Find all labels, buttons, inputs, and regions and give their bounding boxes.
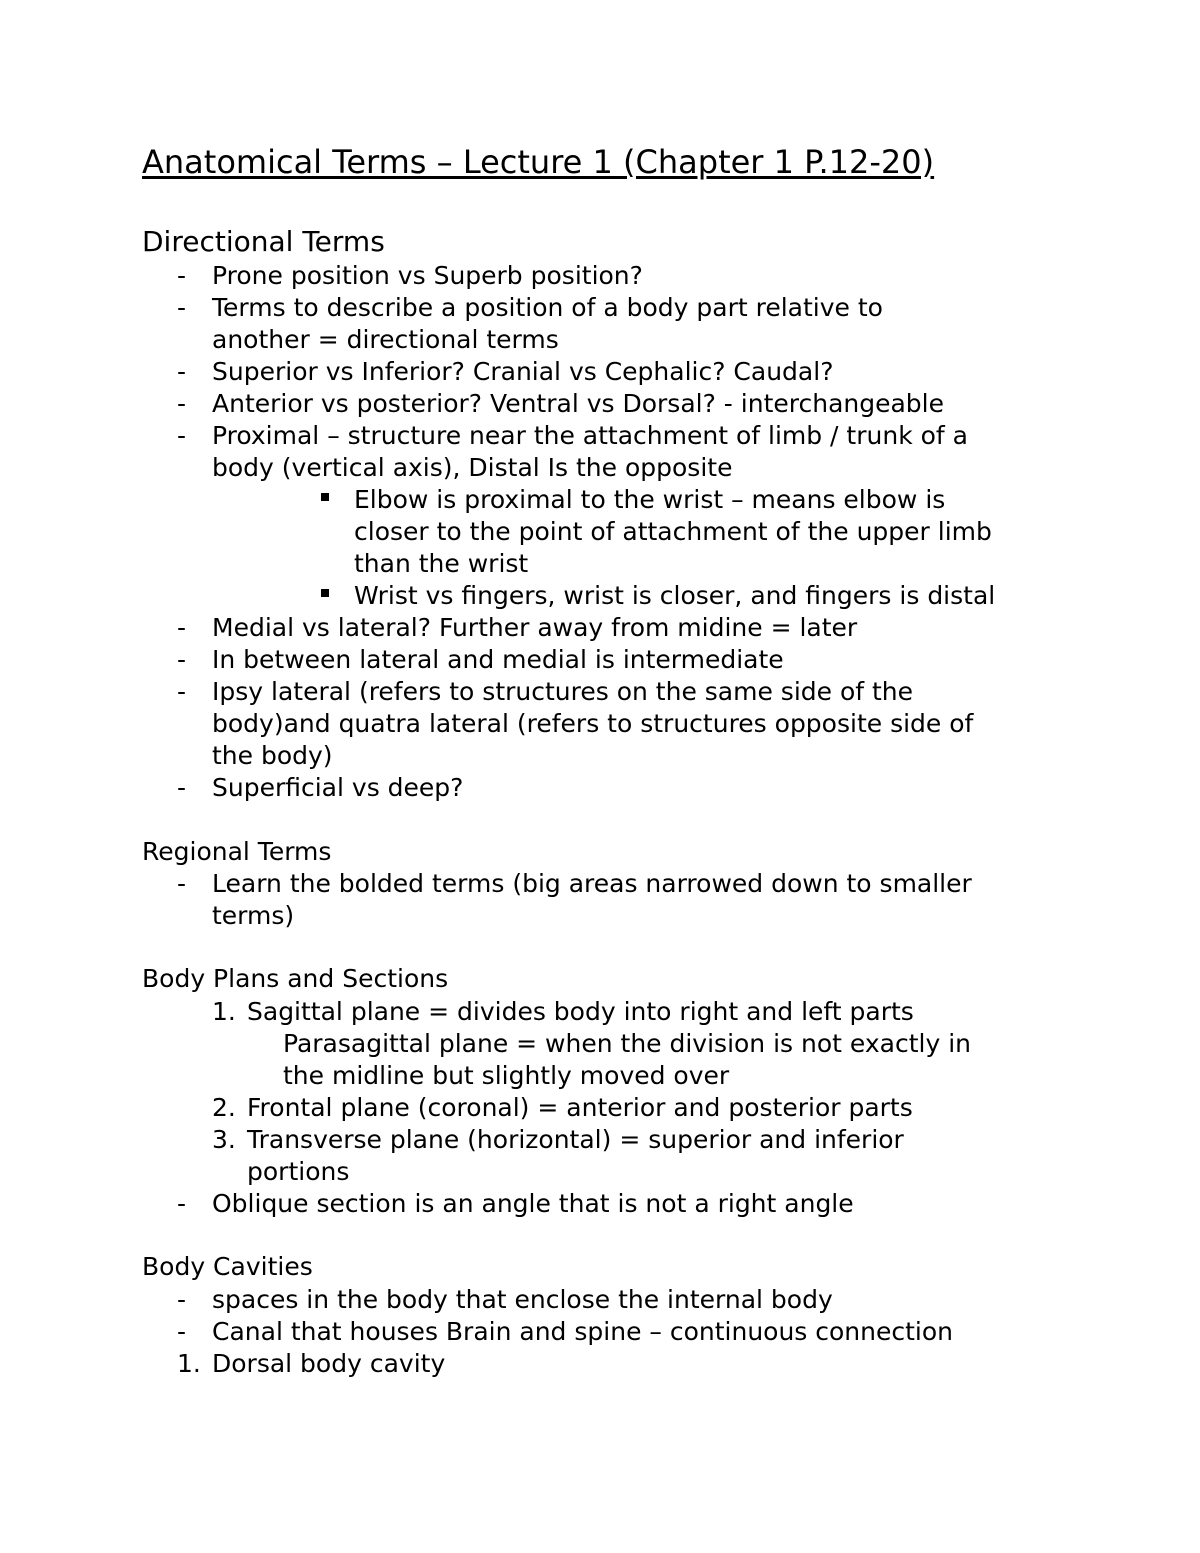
list-item-continuation: body)and quatra lateral (refers to structures opposite side of [212, 709, 974, 738]
bullet-dash: - [177, 869, 187, 898]
bullet-dash: - [177, 677, 187, 706]
numbered-item: Transverse plane (horizontal) = superior and inferior [247, 1125, 904, 1154]
bullet-dash: - [177, 613, 187, 642]
list-item-continuation: the body) [212, 741, 333, 770]
numbered-item-continuation: portions [247, 1157, 350, 1186]
bullet-dash: - [177, 1189, 187, 1218]
sub-list-item: Elbow is proximal to the wrist – means elbow is [354, 485, 946, 514]
list-item: Superior vs Inferior? Cranial vs Cephalic? Caudal? [212, 357, 834, 386]
bullet-dash: - [177, 645, 187, 674]
sub-list-item-continuation: than the wrist [354, 549, 529, 578]
list-number: 1. [212, 997, 236, 1026]
bullet-dash: - [177, 1317, 187, 1346]
list-item: Ipsy lateral (refers to structures on the same side of the [212, 677, 914, 706]
list-item: Prone position vs Superb position? [212, 261, 643, 290]
bullet-dash: - [177, 357, 187, 386]
bullet-dash: - [177, 389, 187, 418]
numbered-item: Frontal plane (coronal) = anterior and posterior parts [247, 1093, 913, 1122]
bullet-dash: - [177, 261, 187, 290]
list-item-continuation: another = directional terms [212, 325, 559, 354]
square-bullet-icon [321, 589, 329, 597]
list-item: Learn the bolded terms (big areas narrowed down to smaller [212, 869, 972, 898]
list-item: Anterior vs posterior? Ventral vs Dorsal? - interchangeable [212, 389, 944, 418]
numbered-item: Dorsal body cavity [212, 1349, 446, 1378]
list-number: 2. [212, 1093, 236, 1122]
list-item: In between lateral and medial is intermediate [212, 645, 784, 674]
bullet-dash: - [177, 421, 187, 450]
square-bullet-icon [321, 493, 329, 501]
section-heading-directional: Directional Terms [142, 225, 385, 258]
list-item: Terms to describe a position of a body part relative to [212, 293, 883, 322]
list-item: Proximal – structure near the attachment of limb / trunk of a [212, 421, 968, 450]
list-item-continuation: terms) [212, 901, 295, 930]
list-item: Oblique section is an angle that is not a right angle [212, 1189, 854, 1218]
bullet-dash: - [177, 293, 187, 322]
list-number: 3. [212, 1125, 236, 1154]
bullet-dash: - [177, 1285, 187, 1314]
numbered-item-note: Parasagittal plane = when the division is not exactly in [283, 1029, 971, 1058]
sub-list-item: Wrist vs fingers, wrist is closer, and fingers is distal [354, 581, 996, 610]
list-number: 1. [177, 1349, 201, 1378]
list-item-continuation: body (vertical axis), Distal Is the opposite [212, 453, 733, 482]
section-heading-cavities: Body Cavities [142, 1252, 313, 1281]
list-item: spaces in the body that enclose the internal body [212, 1285, 833, 1314]
section-heading-planes: Body Plans and Sections [142, 964, 449, 993]
list-item: Canal that houses Brain and spine – continuous connection [212, 1317, 954, 1346]
numbered-item: Sagittal plane = divides body into right and left parts [247, 997, 914, 1026]
list-item: Superficial vs deep? [212, 773, 464, 802]
numbered-item-note: the midline but slightly moved over [283, 1061, 730, 1090]
list-item: Medial vs lateral? Further away from midine = later [212, 613, 858, 642]
page-title: Anatomical Terms – Lecture 1 (Chapter 1 P.12-20) [142, 143, 935, 181]
bullet-dash: - [177, 773, 187, 802]
sub-list-item-continuation: closer to the point of attachment of the upper limb [354, 517, 992, 546]
section-heading-regional: Regional Terms [142, 837, 332, 866]
